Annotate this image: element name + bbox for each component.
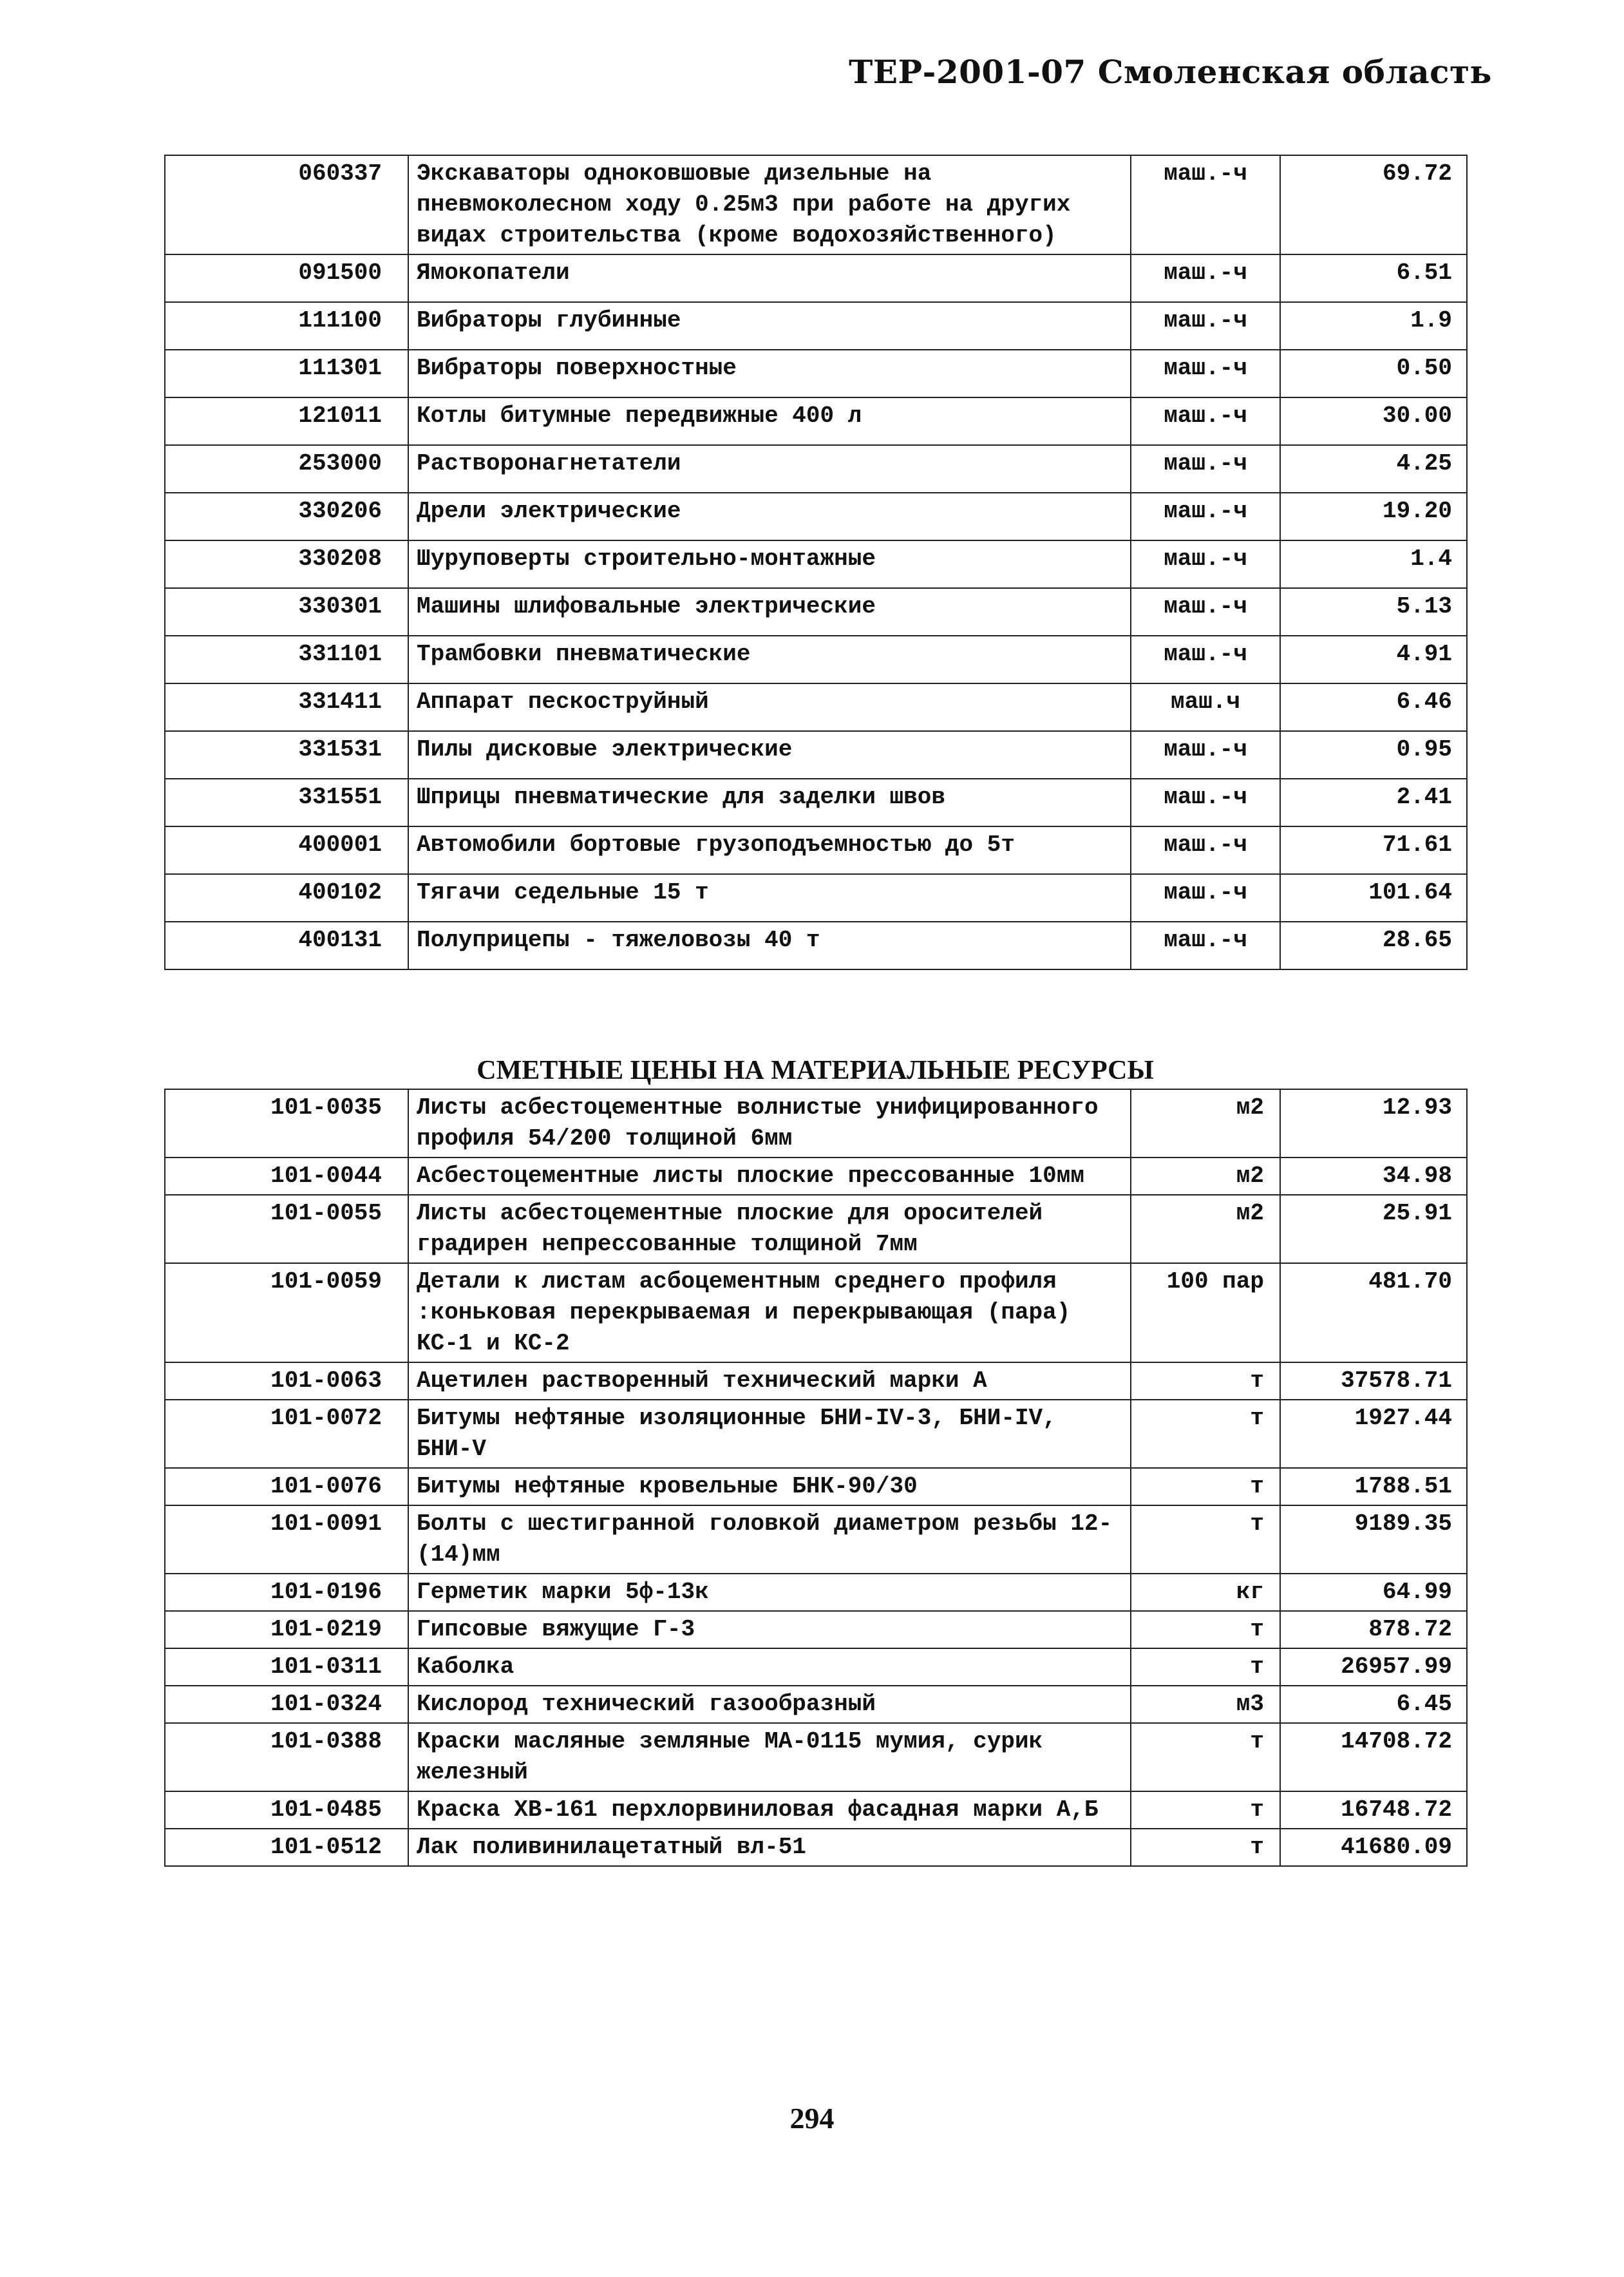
unit-cell: кг	[1131, 1574, 1280, 1611]
unit-cell: 100 пар	[1131, 1263, 1280, 1362]
unit-cell: маш.-ч	[1131, 874, 1280, 922]
resource-code-cell: 331411	[165, 683, 408, 731]
table-row	[165, 155, 1467, 254]
price-cell: 19.20	[1280, 493, 1467, 540]
unit-cell: маш.-ч	[1131, 588, 1280, 636]
unit-cell: т	[1131, 1611, 1280, 1648]
resource-code-cell: 331101	[165, 636, 408, 683]
price-cell: 1.4	[1280, 540, 1467, 588]
unit-cell: маш.ч	[1131, 683, 1280, 731]
price-cell: 12.93	[1280, 1089, 1467, 1158]
resource-code-cell: 101-0091	[165, 1505, 408, 1574]
price-cell: 25.91	[1280, 1195, 1467, 1263]
resource-name-cell: Герметик марки 5ф-13к	[408, 1574, 1131, 1611]
table-row	[165, 1505, 1467, 1574]
price-cell: 1788.51	[1280, 1468, 1467, 1505]
table-row	[165, 1723, 1467, 1791]
price-cell: 4.25	[1280, 445, 1467, 493]
resource-code-cell: 330208	[165, 540, 408, 588]
unit-cell: м2	[1131, 1195, 1280, 1263]
table-row	[165, 1574, 1467, 1611]
resource-code-cell: 330301	[165, 588, 408, 636]
resource-name-cell: Детали к листам асбоцементным среднего профиля :коньковая перекрываемая и перекрывающая (пара) КС-1 и КС-2	[408, 1263, 1131, 1362]
resource-code-cell: 400131	[165, 922, 408, 969]
table-row	[165, 731, 1467, 779]
resource-name-cell: Листы асбестоцементные плоские для оросителей градирен непрессованные толщиной 7мм	[408, 1195, 1131, 1263]
table-row	[165, 302, 1467, 350]
resource-code-cell: 101-0311	[165, 1648, 408, 1686]
resource-code-cell: 111100	[165, 302, 408, 350]
resource-code-cell: 101-0055	[165, 1195, 408, 1263]
price-cell: 16748.72	[1280, 1791, 1467, 1829]
unit-cell: маш.-ч	[1131, 779, 1280, 826]
resource-name-cell: Экскаваторы одноковшовые дизельные на пневмоколесном ходу 0.25м3 при работе на других видах строительства (кроме водохозяйственного)	[408, 155, 1131, 254]
unit-cell: т	[1131, 1723, 1280, 1791]
unit-cell: маш.-ч	[1131, 302, 1280, 350]
resource-name-cell: Асбестоцементные листы плоские прессованные 10мм	[408, 1158, 1131, 1195]
unit-cell: маш.-ч	[1131, 445, 1280, 493]
resource-name-cell: Котлы битумные передвижные 400 л	[408, 397, 1131, 445]
price-cell: 26957.99	[1280, 1648, 1467, 1686]
resource-name-cell: Краска ХВ-161 перхлорвиниловая фасадная марки А,Б	[408, 1791, 1131, 1829]
resource-code-cell: 330206	[165, 493, 408, 540]
table-row	[165, 1791, 1467, 1829]
unit-cell: т	[1131, 1400, 1280, 1468]
page-number: 294	[789, 2102, 835, 2135]
table-row	[165, 254, 1467, 302]
table-row	[165, 1686, 1467, 1723]
unit-cell: маш.-ч	[1131, 826, 1280, 874]
resource-name-cell: Трамбовки пневматические	[408, 636, 1131, 683]
table-row	[165, 1195, 1467, 1263]
unit-cell: т	[1131, 1468, 1280, 1505]
price-cell: 2.41	[1280, 779, 1467, 826]
unit-cell: т	[1131, 1362, 1280, 1400]
table-row	[165, 1263, 1467, 1362]
table-row	[165, 540, 1467, 588]
table-row	[165, 779, 1467, 826]
unit-cell: маш.-ч	[1131, 397, 1280, 445]
resource-name-cell: Ацетилен растворенный технический марки А	[408, 1362, 1131, 1400]
resource-name-cell: Вибраторы поверхностные	[408, 350, 1131, 397]
price-cell: 34.98	[1280, 1158, 1467, 1195]
resource-code-cell: 101-0388	[165, 1723, 408, 1791]
unit-cell: м3	[1131, 1686, 1280, 1723]
unit-cell: маш.-ч	[1131, 254, 1280, 302]
price-cell: 41680.09	[1280, 1829, 1467, 1866]
resource-code-cell: 101-0219	[165, 1611, 408, 1648]
table-row	[165, 493, 1467, 540]
unit-cell: т	[1131, 1505, 1280, 1574]
price-cell: 1.9	[1280, 302, 1467, 350]
table-row	[165, 1362, 1467, 1400]
unit-cell: маш.-ч	[1131, 731, 1280, 779]
resource-code-cell: 101-0485	[165, 1791, 408, 1829]
unit-cell: маш.-ч	[1131, 922, 1280, 969]
resource-code-cell: 101-0512	[165, 1829, 408, 1866]
resource-name-cell: Полуприцепы - тяжеловозы 40 т	[408, 922, 1131, 969]
resource-code-cell: 253000	[165, 445, 408, 493]
unit-cell: маш.-ч	[1131, 350, 1280, 397]
unit-cell: т	[1131, 1648, 1280, 1686]
price-cell: 6.46	[1280, 683, 1467, 731]
resource-code-cell: 101-0072	[165, 1400, 408, 1468]
resource-name-cell: Аппарат пескоструйный	[408, 683, 1131, 731]
unit-cell: т	[1131, 1791, 1280, 1829]
table-row	[165, 1400, 1467, 1468]
table-row	[165, 1089, 1467, 1158]
resource-name-cell: Машины шлифовальные электрические	[408, 588, 1131, 636]
materials-table	[164, 1089, 1468, 1867]
resource-code-cell: 101-0196	[165, 1574, 408, 1611]
price-cell: 1927.44	[1280, 1400, 1467, 1468]
price-cell: 878.72	[1280, 1611, 1467, 1648]
resource-name-cell: Тягачи седельные 15 т	[408, 874, 1131, 922]
resource-code-cell: 101-0059	[165, 1263, 408, 1362]
table-row	[165, 1829, 1467, 1866]
table-row	[165, 1158, 1467, 1195]
table-row	[165, 445, 1467, 493]
price-cell: 481.70	[1280, 1263, 1467, 1362]
unit-cell: т	[1131, 1829, 1280, 1866]
table-row	[165, 922, 1467, 969]
price-cell: 64.99	[1280, 1574, 1467, 1611]
resource-name-cell: Лак поливинилацетатный вл-51	[408, 1829, 1131, 1866]
price-cell: 30.00	[1280, 397, 1467, 445]
table-row	[165, 826, 1467, 874]
price-cell: 69.72	[1280, 155, 1467, 254]
resource-name-cell: Кислород технический газообразный	[408, 1686, 1131, 1723]
page-header-title: ТЕР-2001-07 Смоленская область	[849, 53, 1492, 91]
resource-name-cell: Шприцы пневматические для заделки швов	[408, 779, 1131, 826]
table-row	[165, 1611, 1467, 1648]
price-cell: 71.61	[1280, 826, 1467, 874]
unit-cell: маш.-ч	[1131, 155, 1280, 254]
price-cell: 9189.35	[1280, 1505, 1467, 1574]
resource-name-cell: Битумы нефтяные изоляционные БНИ-IV-3, БНИ-IV, БНИ-V	[408, 1400, 1131, 1468]
unit-cell: м2	[1131, 1158, 1280, 1195]
price-cell: 101.64	[1280, 874, 1467, 922]
resource-name-cell: Болты с шестигранной головкой диаметром резьбы 12-(14)мм	[408, 1505, 1131, 1574]
resource-name-cell: Шуруповерты строительно-монтажные	[408, 540, 1131, 588]
table-row	[165, 588, 1467, 636]
resource-name-cell: Дрели электрические	[408, 493, 1131, 540]
table-row	[165, 636, 1467, 683]
price-cell: 4.91	[1280, 636, 1467, 683]
price-cell: 6.51	[1280, 254, 1467, 302]
table-row	[165, 683, 1467, 731]
resource-name-cell: Краски масляные земляные МА-0115 мумия, сурик железный	[408, 1723, 1131, 1791]
price-cell: 37578.71	[1280, 1362, 1467, 1400]
table-row	[165, 1468, 1467, 1505]
price-cell: 0.50	[1280, 350, 1467, 397]
table-row	[165, 397, 1467, 445]
resource-name-cell: Каболка	[408, 1648, 1131, 1686]
resource-name-cell: Вибраторы глубинные	[408, 302, 1131, 350]
resource-code-cell: 091500	[165, 254, 408, 302]
price-cell: 6.45	[1280, 1686, 1467, 1723]
unit-cell: маш.-ч	[1131, 636, 1280, 683]
resource-name-cell: Автомобили бортовые грузоподъемностью до 5т	[408, 826, 1131, 874]
price-cell: 14708.72	[1280, 1723, 1467, 1791]
resource-code-cell: 101-0044	[165, 1158, 408, 1195]
table-row	[165, 350, 1467, 397]
resource-name-cell: Гипсовые вяжущие Г-3	[408, 1611, 1131, 1648]
resource-code-cell: 101-0063	[165, 1362, 408, 1400]
resource-name-cell: Листы асбестоцементные волнистые унифицированного профиля 54/200 толщиной 6мм	[408, 1089, 1131, 1158]
resource-code-cell: 101-0324	[165, 1686, 408, 1723]
table-row	[165, 1648, 1467, 1686]
resource-code-cell: 400001	[165, 826, 408, 874]
price-cell: 28.65	[1280, 922, 1467, 969]
resource-name-cell: Растворонагнетатели	[408, 445, 1131, 493]
resource-code-cell: 101-0076	[165, 1468, 408, 1505]
resource-code-cell: 400102	[165, 874, 408, 922]
resource-name-cell: Ямокопатели	[408, 254, 1131, 302]
resource-code-cell: 111301	[165, 350, 408, 397]
resource-code-cell: 101-0035	[165, 1089, 408, 1158]
resource-code-cell: 121011	[165, 397, 408, 445]
table-row	[165, 874, 1467, 922]
price-cell: 0.95	[1280, 731, 1467, 779]
materials-section-title: СМЕТНЫЕ ЦЕНЫ НА МАТЕРИАЛЬНЫЕ РЕСУРСЫ	[477, 1056, 1154, 1085]
resource-name-cell: Битумы нефтяные кровельные БНК-90/30	[408, 1468, 1131, 1505]
resource-code-cell: 331551	[165, 779, 408, 826]
unit-cell: маш.-ч	[1131, 540, 1280, 588]
price-cell: 5.13	[1280, 588, 1467, 636]
resource-code-cell: 060337	[165, 155, 408, 254]
resource-code-cell: 331531	[165, 731, 408, 779]
unit-cell: маш.-ч	[1131, 493, 1280, 540]
machines-table	[164, 155, 1468, 970]
resource-name-cell: Пилы дисковые электрические	[408, 731, 1131, 779]
unit-cell: м2	[1131, 1089, 1280, 1158]
